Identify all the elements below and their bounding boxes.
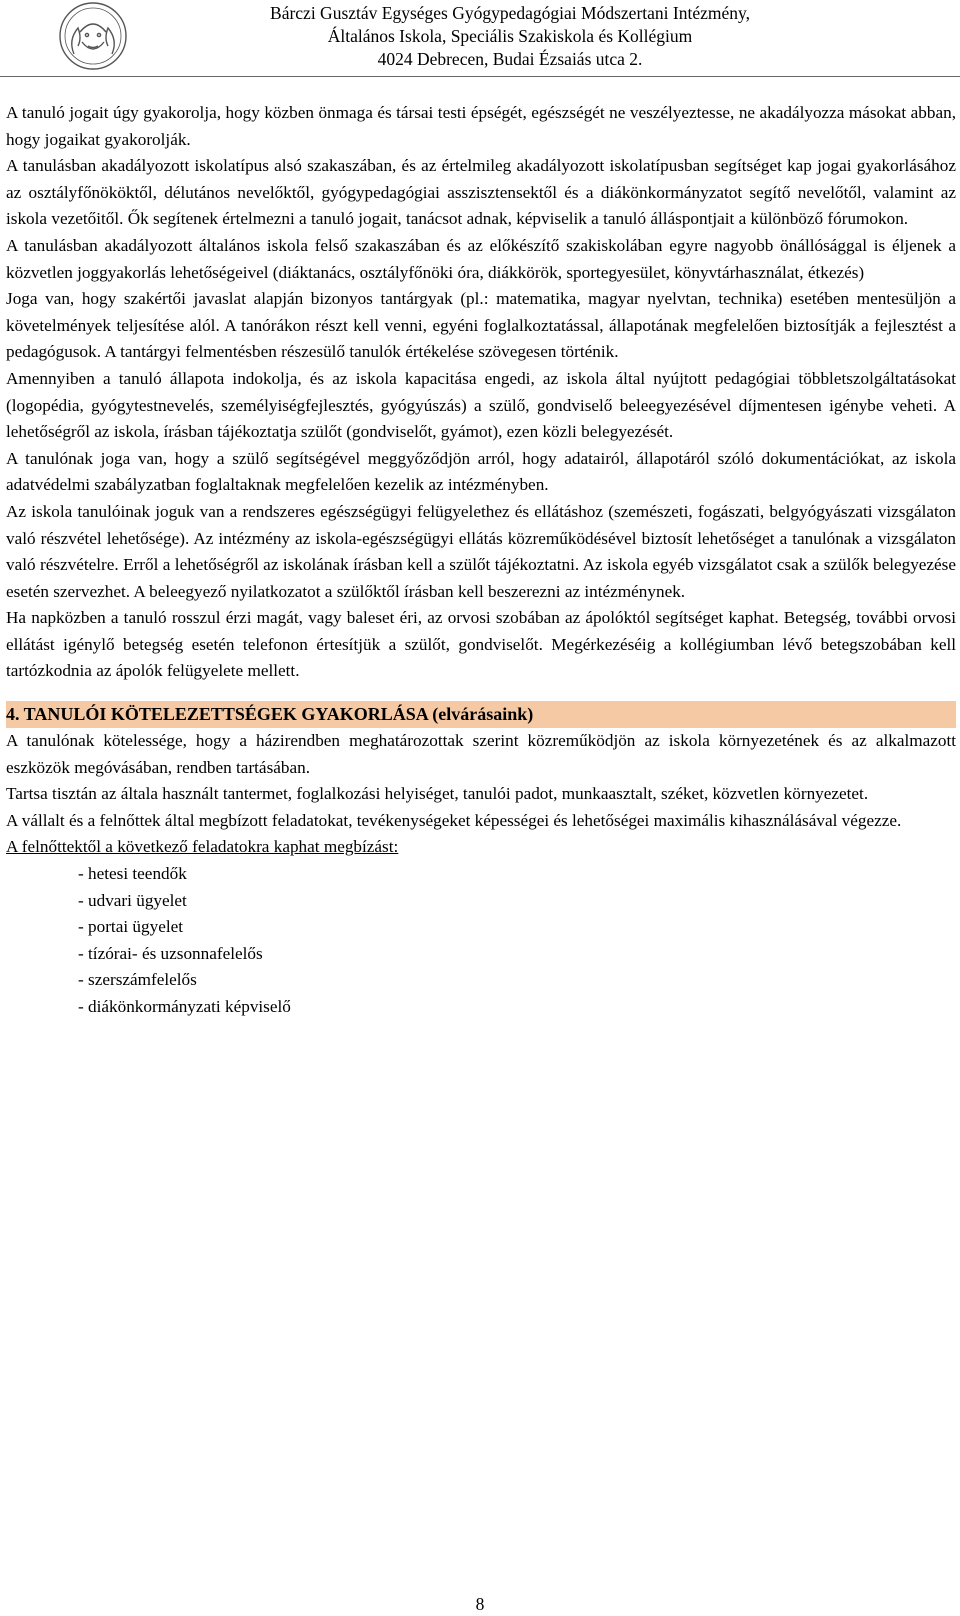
- list-item: - portai ügyelet: [78, 917, 183, 937]
- paragraph-2: A tanulásban akadályozott iskolatípus alsó szakaszában, és az értelmileg akadályozott iskolatípusban segítséget kap jogai gyakorlásához az osztályfőnököktől, délutános nevelőktől, gyógypedagógiai asszisztensektől és a diákönkormányzatot segítő nevelőtől, valamint az iskola vezetőitől. Ők segítenek értelmezni a tanuló jogait, tanácsot adnak, képviselik a tanuló álláspontjait a különböző fórumokon.: [6, 156, 956, 229]
- list-title: A felnőttektől a következő feladatokra kaphat megbízást:: [6, 837, 399, 857]
- page-number: 8: [475, 1594, 485, 1614]
- face-hands-logo-icon: [54, 2, 132, 74]
- task-list: [6, 861, 956, 1021]
- paragraph-8: Ha napközben a tanuló rosszul érzi magát, vagy baleset éri, az orvosi szobában az ápolóktól segítséget kaphat. Betegség, további orvosi ellátást igénylő betegség esetén telefonon értesítjük a szülőt, gondviselőt. Megérkezéséig a kollégiumban lévő betegszobában kell tartózkodnia az ápolók felügyelete mellett.: [6, 608, 956, 681]
- paragraph-6: A tanulónak joga van, hogy a szülő segítségével meggyőződjön arról, hogy adatairól, állapotáról szóló dokumentációkat, az iskola adatvédelmi szabályzatban foglaltaknak megfelelően kezelik az intézményben.: [6, 448, 956, 495]
- header-line-1: Bárczi Gusztáv Egységes Gyógypedagógiai Módszertani Intézmény,: [270, 3, 750, 23]
- list-item: - hetesi teendők: [78, 864, 187, 884]
- section-paragraph-2: Tartsa tisztán az általa használt tantermet, foglalkozási helyiséget, tanulói padot, munkaasztalt, széket, közvetlen környezetet.: [6, 784, 869, 804]
- list-item: - diákönkormányzati képviselő: [78, 997, 291, 1016]
- list-item: - tízórai- és uzsonnafelelős: [78, 943, 263, 963]
- document-body: [6, 100, 956, 1021]
- header-divider: [0, 76, 960, 77]
- paragraph-7: Az iskola tanulóinak joguk van a rendszeres egészségügyi felügyelethez és ellátáshoz (szemészeti, fogászati, belgyógyászati vizsgálaton való részvétel lehetősége). Az intézmény az iskola-egészségügyi ellátás közreműködésével biztosít lehetőséget a tanulónak a vizsgálaton való részvételre. Erről a lehetőségről az iskolának írásban kell a szülőt tájékoztatni. Az iskola egyéb vizsgálatot csak a szülők belegyezése esetén szervezhet. A beleegyező nyilatkozatot a szülőktől írásban kell beszerezni az intézménynek.: [6, 501, 956, 601]
- paragraph-1: A tanuló jogait úgy gyakorolja, hogy közben önmaga és társai testi épségét, egészségét ne veszélyeztesse, ne akadályozza másokat abban, hogy jogaikat gyakorolják.: [6, 103, 956, 149]
- header-line-3: 4024 Debrecen, Budai Ézsaiás utca 2.: [377, 49, 643, 69]
- paragraph-5: Amennyiben a tanuló állapota indokolja, és az iskola kapacitása engedi, az iskola által nyújtott pedagógiai többletszolgáltatásokat (logopédia, gyógytestnevelés, személyiségfejlesztés, gyógyúszás) a szülő, gondviselő beleegyezésével díjmentesen igénybe veheti. A lehetőségről az iskola, írásban tájékoztatja szülőt (gondviselőt, gyámot), ezen közli belegyezését.: [6, 368, 956, 442]
- institution-name: [180, 2, 840, 71]
- header-line-2: Általános Iskola, Speciális Szakiskola és Kollégium: [327, 26, 693, 46]
- list-item: - udvari ügyelet: [78, 890, 187, 910]
- section-paragraph-3: A vállalt és a felnőttek által megbízott feladatokat, tevékenységeket képességei és lehetőségei maximális kihasználásával végezze.: [6, 810, 902, 830]
- page-header: [0, 0, 960, 80]
- paragraph-4: Joga van, hogy szakértői javaslat alapján bizonyos tantárgyak (pl.: matematika, magyar nyelvtan, technika) esetében mentesüljön a követelmények teljesítése alól. A tanórákon részt kell venni, egyéni foglalkoztatással, állapotának megfelelően biztosítják a fejlesztést a pedagógusok. A tantárgyi felmentésben részesülő tanulók értékelése szövegesen történik.: [6, 289, 956, 362]
- paragraph-3: A tanulásban akadályozott általános iskola felső szakaszában és az előkészítő szakiskolában egyre nagyobb önállósággal is éljenek a közvetlen joggyakorlás lehetőségeivel (diáktanács, osztályfőnöki óra, diákkörök, sportegyesület, könyvtárhasználat, étkezés): [6, 235, 956, 282]
- section-heading: 4. TANULÓI KÖTELEZETTSÉGEK GYAKORLÁSA (elvárásaink): [6, 701, 956, 728]
- list-item: - szerszámfelelős: [78, 970, 197, 990]
- section-paragraph-1: A tanulónak kötelessége, hogy a házirendben meghatározottak szerint közreműködjön az iskola környezetének és az alkalmazott eszközök megóvásában, rendben tartásában.: [6, 731, 956, 777]
